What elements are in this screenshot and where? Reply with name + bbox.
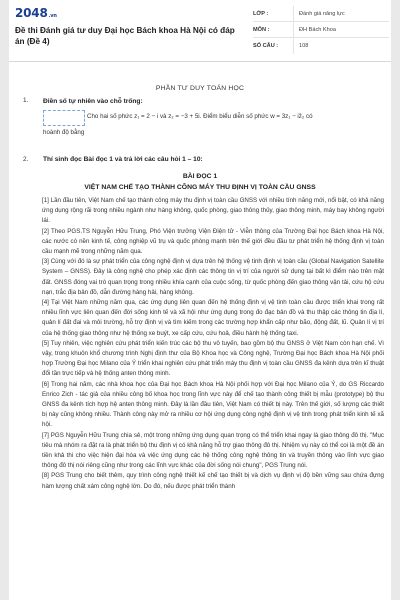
passage-paragraph: [1] Lần đầu tiên, Việt Nam chế tạo thành công máy thu định vị toàn cầu GNSS với nhiều tính năng mới, nổi bật, có khả năng ứng dụng rộng rãi trong nhiều ngành như hàng không, quốc phòng, giao thông thủy, giao thông minh, máy bay không người lái. (42, 197, 384, 225)
passage-paragraph: [4] Tại Việt Nam những năm qua, các ứng dụng liên quan đến hệ thống định vị vệ tinh toàn cầu được triển khai trong rất nhiều lĩnh vực liên quan đến đời sống kinh tế và xã hội như ứng dụng trong đo đạc bản đồ và thu thập các thông tin địa lí, quản lí đất đai và môi trường, hỗ trợ định vị và tìm kiếm trong các trường hợp khẩn cấp như bão, động đất, lũ. Quản lí vị trí của hệ thống giao thông như hệ thống xe buýt, xe cấp cứu, cứu hoả, điều hành hệ thống taxi. (42, 299, 384, 337)
question-instruction: Thí sinh đọc Bài đọc 1 và trả lời các câu hỏi 1 – 10: (43, 156, 203, 163)
passage-paragraph: [8] PGS Trung cho biết thêm, quy trình công nghệ thiết kế chế tạo thiết bị và dịch vụ định vị độ bền vững sau chứa đựng hàm lượng chất xám công nghệ lớn. Do đó, nếu được phát triển thành (42, 472, 384, 490)
question-stem-continued: hoành độ bằng (43, 129, 85, 136)
passage-paragraph: [2] Theo PGS.TS Nguyễn Hữu Trung, Phó Viện trưởng Viện Điện tử - Viễn thông của Trường Đại học Bách khoa Hà Nội, các nước có nền kinh tế, công nghiệp vũ trụ và quốc phòng mạnh trên thế giới đều đầu tư phát triển hệ thống định vị toàn cầu mạnh mẽ trong những năm qua. (42, 227, 384, 256)
passage-paragraph: [3] Cùng với đó là sự phát triển của công nghệ định vị dựa trên hệ thống vệ tinh định vị toàn cầu (Global Navigation Satellite System – GNSS). Đây là công nghệ cho phép xác định các thông tin vị trí của người sử dụng tại bất kì điểm nào trên mặt đất. GNSS đóng vai trò quan trọng trong nhiều khía cạnh của cuộc sống, từ quốc phòng đến giao thông vận tải, cứu hộ cứu nạn, trắc địa bản đồ, dẫn đường hàng hải, hàng không. (42, 258, 384, 296)
question-stem: Cho hai số phức z₁ = 2 − i và z₂ = −3 + 5i. Điểm biểu diễn số phức w = 3z₁ − iz̄₂ có (87, 113, 313, 120)
document-meta-table (253, 6, 389, 54)
question-instruction: Điền số tự nhiên vào chỗ trống: (43, 98, 143, 105)
meta-row-class (253, 6, 389, 22)
meta-row-subject (253, 22, 389, 38)
meta-label: SỐ CÂU : (253, 43, 279, 49)
passage-paragraph: [6] Trong hai năm, các nhà khoa học của Đại học Bách khoa Hà Nội phối hợp với Đại học Milano của Ý, do GS Riccardo Enrico Zich - tác giả của nhiều công bố khoa học trong lĩnh vực này để chế tạo thành công thiết bị mẫu (prototype) bộ thu GNSS đa kênh tích hợp hệ anten thông minh. Đây là lần đầu tiên, Việt Nam có thiết bị này. Trên thế giới, số lượng các thiết bị này cũng không nhiều. Thành công này mở ra nhiều cơ hội ứng dụng công nghệ định vị vệ tinh trong phát triển kinh tế xã hội. (42, 380, 384, 429)
meta-row-question-count (253, 38, 389, 54)
document-header (9, 0, 391, 62)
reading-title: VIỆT NAM CHẾ TẠO THÀNH CÔNG MÁY THU ĐỊNH VỊ TOÀN CẦU GNSS (84, 184, 316, 191)
meta-value: 108 (293, 38, 389, 54)
meta-value: ĐH Bách Khoa (293, 22, 389, 37)
site-logo[interactable]: 2048.vn (15, 6, 57, 20)
question-number: 2. (23, 156, 29, 163)
document-title: Đề thi Đánh giá tư duy Đại học Bách khoa Hà Nội có đáp án (Đề 4) (15, 26, 235, 46)
passage-paragraph: [5] Tuy nhiên, việc nghiên cứu phát triển kiến trúc các bộ thu vô tuyến, bao gồm bộ thu GNSS ở Việt Nam còn hạn chế. Vì vậy, trong khuôn khổ chương trình Nghị định thư của Bộ Khoa học và Công nghệ, Trường Đại học Bách khoa Hà Nội phối hợp Trường Đại học Milano của Ý triển khai nghiên cứu phát triển máy thu định vị toàn cầu GNSS đa kênh dựa trên kĩ thuật đổi tần trực tiếp và hệ thống anten thông minh. (42, 339, 384, 378)
meta-label: MÔN : (253, 26, 270, 33)
passage-paragraph: [7] PGS Nguyễn Hữu Trung chia sẻ, một trong những ứng dụng quan trọng có thể triển khai ngay là giao thông đô thị. "Mục tiêu mà nhóm ra đặt ra là phát triển bộ thu định vị có khả năng hỗ trợ giao thông đô thị. Nhiệm vụ này có thể coi là một đề án tiền khả thi cho việc hiện đại hóa và việc ứng dụng các hệ thống công nghệ thông tin và truyền thông vào lĩnh vực giao thông đô thị nói riêng cũng như trong các lĩnh vực khác của đời sống nói chung", PGS Trung nói. (42, 431, 384, 470)
reading-passage (42, 196, 384, 492)
question-number: 1. (23, 97, 29, 104)
meta-value: Đánh giá năng lực (293, 6, 389, 21)
document-page (9, 0, 391, 600)
meta-label: LỚP : (253, 10, 269, 17)
section-title: PHẦN TƯ DUY TOÁN HỌC (155, 85, 245, 92)
reading-label: BÀI ĐỌC 1 (182, 173, 218, 180)
answer-input[interactable] (43, 110, 85, 126)
